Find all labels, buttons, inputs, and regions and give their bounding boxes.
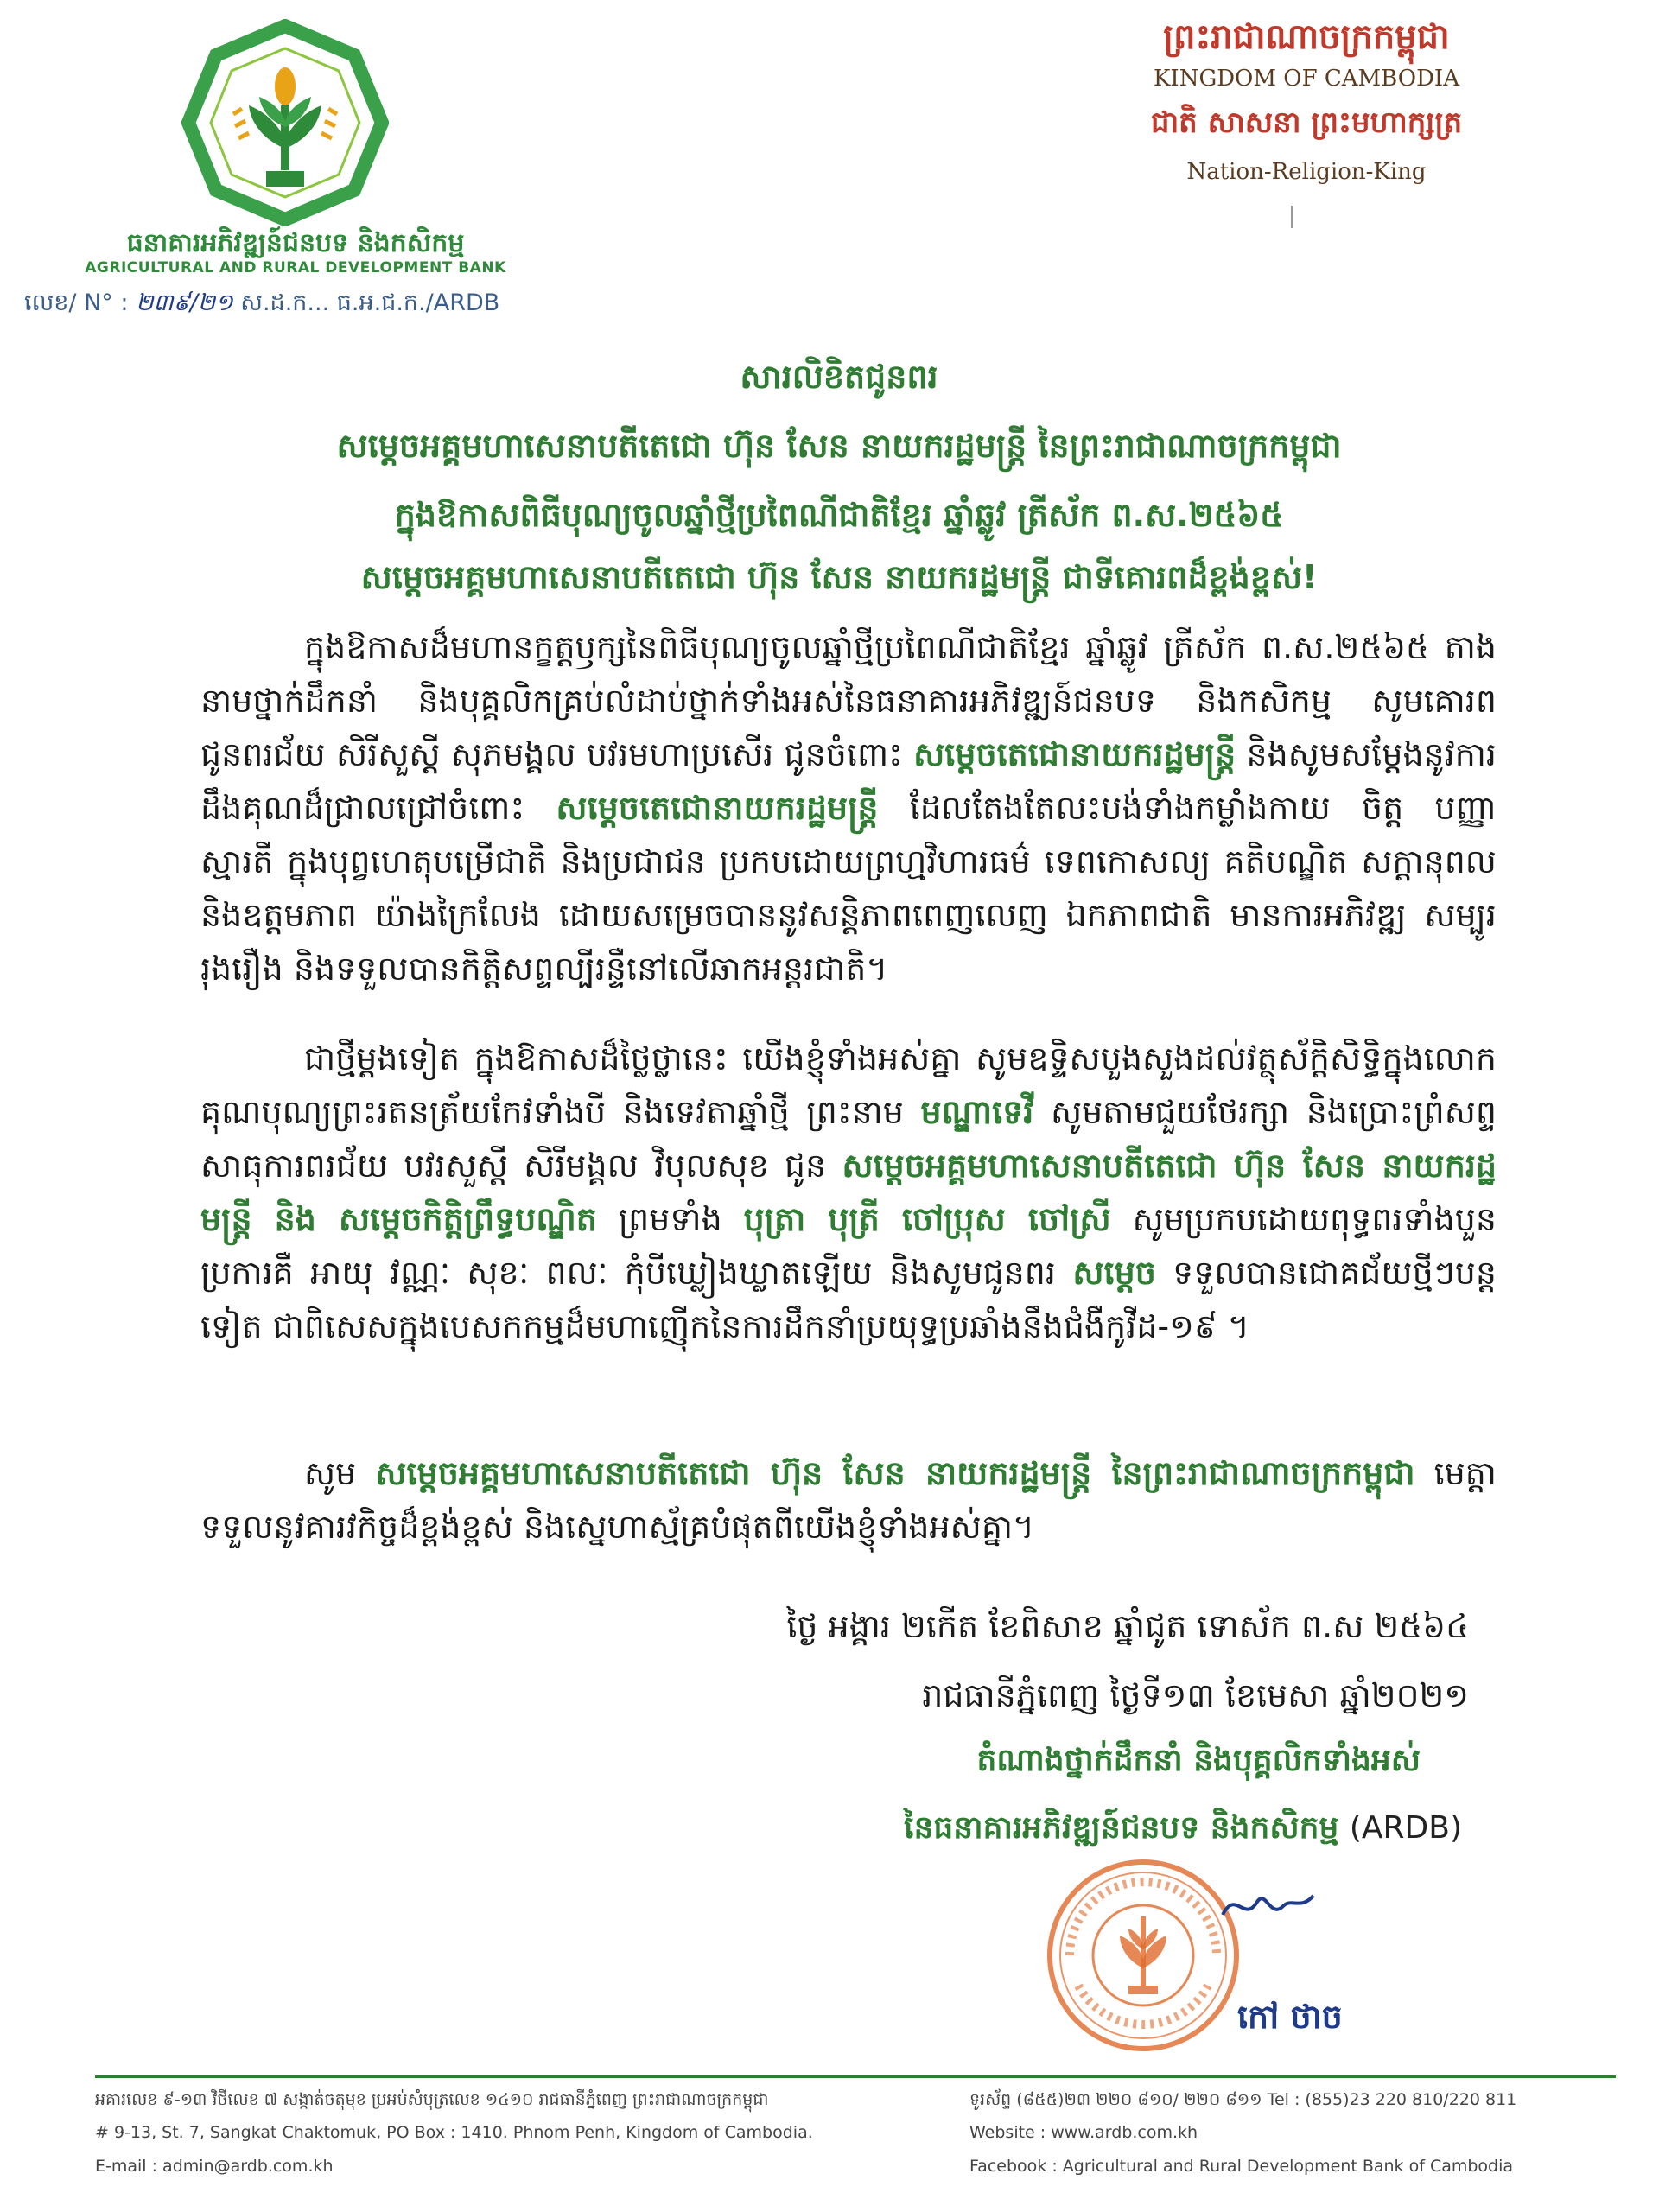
kingdom-en: KINGDOM OF CAMBODIA	[1154, 66, 1459, 92]
footer-facebook[interactable]: Facebook : Agricultural and Rural Development Bank of Cambodia	[969, 2157, 1514, 2176]
letter-recipient: សម្តេចអគ្គមហាសេនាបតីតេជោ ហ៊ុន សែន នាយករដ្ឋមន្ត្រី នៃព្រះរាជាណាចក្រកម្ពុជា	[336, 427, 1342, 465]
p3-highlight-1: សម្តេចអគ្គមហាសេនាបតីតេជោ ហ៊ុន សែន នាយករដ្ឋមន្ត្រី នៃព្រះរាជាណាចក្រកម្ពុជា	[375, 1454, 1415, 1492]
p2-text-a: ជាថ្មីម្តងទៀត ក្នុងឱកាសដ៏ថ្លៃថ្លានេះ យើងខ្ញុំទាំងអស់គ្នា សូមឧទ្ទិសបួងសួងដល់វត្ថុស័ក្តិសិទ្ធិក្នុងលោក គុណបុណ្យព្រះរតនត្រ័យកែវទាំងបី និងទេវតាឆ្នាំថ្មី ព្រះនាម	[200, 1039, 1497, 1131]
p1-highlight-1: សម្តេចតេជោនាយករដ្ឋមន្ត្រី	[913, 735, 1236, 773]
ardb-logo-icon	[181, 19, 389, 226]
signature-line-1: តំណាងថ្នាក់ដឹកនាំ និងបុគ្គលិកទាំងអស់	[976, 1743, 1421, 1778]
signature-abbr: (ARDB)	[1349, 1810, 1462, 1846]
signature-line-2	[904, 1808, 1462, 1853]
p1-text-b: និងសូមសម្តែងនូវការដឹងគុណដ៏ជ្រាលជ្រៅចំពោះ	[200, 735, 1497, 827]
footer-address-kh: អគារលេខ ៩-១៣ វិថីលេខ ៧ សង្កាត់ចតុមុខ ប្រអប់សំបុត្រលេខ ១៤១០ រាជធានីភ្នំពេញ ព្រះរាជាណាចក្រកម្ពុជា	[95, 2090, 769, 2109]
letter-title: សារលិខិតជូនពរ	[740, 358, 938, 396]
ornament-divider	[1291, 206, 1293, 228]
bank-name-en: AGRICULTURAL AND RURAL DEVELOPMENT BANK	[85, 259, 506, 276]
p3-text-a: សូម	[304, 1454, 376, 1492]
letter-salutation: សម្តេចអគ្គមហាសេនាបតីតេជោ ហ៊ុន សែន នាយករដ្ឋមន្ត្រី ជាទីគោរពដ៏ខ្ពង់ខ្ពស់!	[360, 558, 1318, 596]
footer-phone: ទូរស័ព្ទ (៨៥៥)២៣ ២២០ ៨១០/ ២២០ ៨១១ Tel : (855)23 220 810/220 811	[969, 2090, 1517, 2109]
paragraph-3	[200, 1446, 1497, 1554]
motto-en: Nation-Religion-King	[1186, 159, 1427, 185]
bank-name-kh: ធនាគារអភិវឌ្ឍន៍ជនបទ និងកសិកម្ម	[126, 228, 465, 258]
p2-text-e: ទទួលបានជោគជ័យថ្មីៗបន្តទៀត ជាពិសេសក្នុងបេសកកម្មដ៏មហាញ៉ើកនៃការដឹកនាំប្រយុទ្ធប្រឆាំងនឹងជំងឺកូវីដ-១៩ ។	[200, 1254, 1497, 1345]
p2-highlight-4: សម្តេច	[1072, 1254, 1156, 1292]
signature-org: នៃធនាគារអភិវឌ្ឍន៍ជនបទ និងកសិកម្ម	[904, 1810, 1339, 1846]
solar-date: រាជធានីភ្នំពេញ ថ្ងៃទី១៣ ខែមេសា ឆ្នាំ២០២១	[922, 1676, 1469, 1714]
p2-highlight-1: មណ្ឌាទេវី	[920, 1093, 1034, 1131]
p2-text-b: សូមតាមជួយថែរក្សា និងប្រោះព្រំសព្ទសាធុការពរជ័យ បវរសួស្តី សិរីមង្គល វិបុលសុខ ជូន	[200, 1093, 1497, 1185]
paragraph-1	[200, 620, 1497, 995]
letter-occasion: ក្នុងឱកាសពិធីបុណ្យចូលឆ្នាំថ្មីប្រពៃណីជាតិខ្មែរ ឆ្នាំឆ្លូវ ត្រីស័ក ព.ស.២៥៦៥	[394, 496, 1284, 534]
ref-number-handwritten: ២៣៩/២១	[136, 289, 233, 316]
footer-website[interactable]: Website : www.ardb.com.kh	[969, 2123, 1198, 2142]
p2-text-d: សូមប្រកបដោយពុទ្ធពរទាំងបួនប្រការគឺ អាយុ វណ្ណៈ សុខៈ ពលៈ កុំបីឃ្លៀងឃ្លាតឡើយ និងសូមជូនពរ	[200, 1200, 1497, 1292]
p2-text-c: ព្រមទាំង	[596, 1200, 744, 1238]
p1-text-a: ក្នុងឱកាសដ៏មហានក្ខត្តឫក្សនៃពិធីបុណ្យចូលឆ្នាំថ្មីប្រពៃណីជាតិខ្មែរ ឆ្នាំឆ្លូវ ត្រីស័ក ព.ស.២៥៦៥ តាងនាមថ្នាក់ដឹកនាំ និងបុគ្គលិកគ្រប់លំដាប់ថ្នាក់ទាំងអស់នៃធនាគារអភិវឌ្ឍន៍ជនបទ និងកសិកម្ម សូមគោរពជូនពរជ័យ សិរីសួស្តី សុភមង្គល បវរមហាប្រសើរ ជូនចំពោះ	[200, 628, 1497, 773]
p1-highlight-2: សម្តេចតេជោនាយករដ្ឋមន្ត្រី	[556, 789, 879, 827]
official-seal-icon	[1044, 1856, 1243, 2055]
p3-text-b: មេត្តាទទួលនូវគារវកិច្ចដ៏ខ្ពង់ខ្ពស់ និងស្នេហាស្ម័គ្របំផុតពីយើងខ្ញុំទាំងអស់គ្នា។	[200, 1454, 1497, 1546]
paragraph-2	[200, 1032, 1497, 1353]
p2-highlight-3: បុត្រា បុត្រី ចៅប្រុស ចៅស្រី	[743, 1200, 1111, 1238]
p1-text-c: ដែលតែងតែលះបង់ទាំងកម្លាំងកាយ ចិត្ត បញ្ញា ស្មារតី ក្នុងបុព្វហេតុបម្រើជាតិ និងប្រជាជន ប្រកបដោយព្រហ្មវិហារធម៌ ទេពកោសល្យ គតិបណ្ឌិត សក្តានុពល និងឧត្តមភាព យ៉ាងក្រៃលែង ដោយសម្រេចបាននូវសន្តិភាពពេញលេញ ឯកភាពជាតិ មានការអភិវឌ្ឍ សម្បូររុងរឿង និងទទួលបានកិត្តិសព្ទល្បីរន្ទឺនៅលើឆាកអន្តរជាតិ។	[200, 789, 1497, 988]
ref-label: លេខ/ N° :	[24, 289, 129, 316]
footer-email[interactable]: E-mail : admin@ardb.com.kh	[95, 2157, 334, 2176]
footer-address-en: # 9-13, St. 7, Sangkat Chaktomuk, PO Box : 1410. Phnom Penh, Kingdom of Cambodia.	[95, 2123, 813, 2142]
signature-scribble-icon	[1218, 1880, 1322, 1932]
kingdom-kh: ព្រះរាជាណាចក្រកម្ពុជា	[1163, 17, 1450, 57]
p2-highlight-2: សម្តេចអគ្គមហាសេនាបតីតេជោ ហ៊ុន សែន នាយករដ្ឋមន្ត្រី និង សម្តេចកិត្តិព្រឹទ្ធបណ្ឌិត	[200, 1147, 1497, 1238]
ref-suffix: ស.ដ.ក... ធ.អ.ជ.ក./ARDB	[240, 289, 500, 316]
lunar-date: ថ្ងៃ អង្គារ ២កើត ខែពិសាខ ឆ្នាំជូត ទោស័ក ព.ស ២៥៦៤	[786, 1607, 1469, 1645]
kingdom-header	[1125, 17, 1488, 185]
signer-name: កៅ ថាច	[1237, 1998, 1343, 2036]
motto-kh: ជាតិ សាសនា ព្រះមហាក្សត្រ	[1150, 105, 1463, 140]
footer-divider	[95, 2075, 1616, 2078]
reference-number	[24, 289, 499, 322]
